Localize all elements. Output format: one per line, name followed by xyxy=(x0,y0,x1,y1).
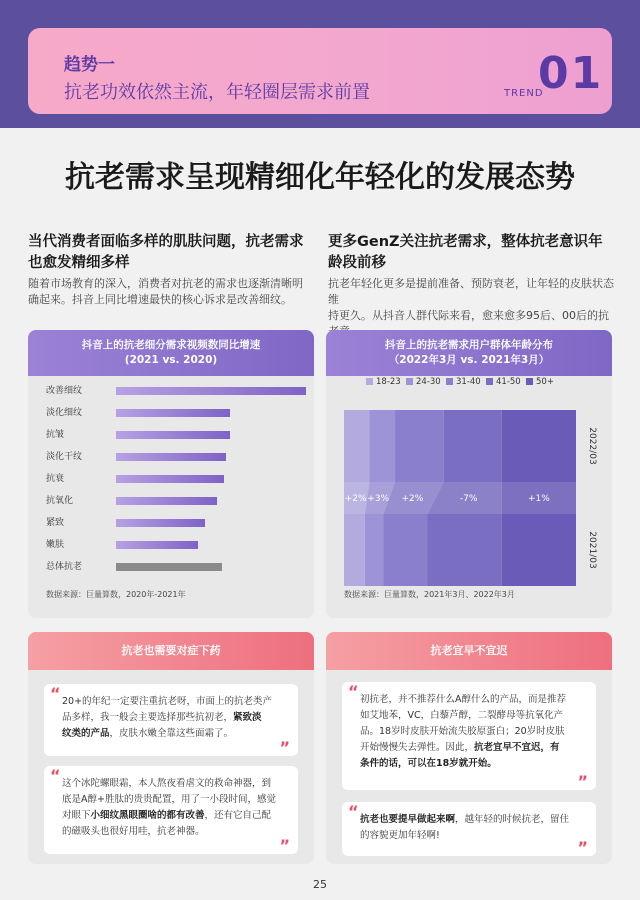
stack-segment xyxy=(383,514,427,586)
row-label: 2021/03 xyxy=(587,531,597,569)
quote-panel-left xyxy=(28,632,314,864)
right-body: 抗老年轻化更多是提前准备、预防衰老，让年轻的皮肤状态维 持更久。从抖音人群代际来看，愈来愈多95后、00后的抗 xyxy=(328,277,614,322)
open-quote-icon: “ xyxy=(348,802,359,821)
bar-row xyxy=(46,472,306,486)
chart-right-title: 抖音上的抗老需求用户群体年龄分布 （2022年3月 vs. 2021年3月） xyxy=(326,330,612,376)
bar-category-label: 紧致 xyxy=(46,518,65,528)
stack-segment xyxy=(502,410,576,482)
open-quote-icon: “ xyxy=(50,684,61,703)
bar xyxy=(116,387,306,395)
bar-row xyxy=(46,428,306,442)
bar-category-label: 总体抗老 xyxy=(46,562,83,572)
close-quote-icon: ” xyxy=(577,838,588,857)
bar xyxy=(116,563,222,571)
change-label: -7% xyxy=(459,494,478,504)
stack-segment xyxy=(365,514,384,586)
quote-left-title: 抗老也需要对症下药 xyxy=(28,632,314,670)
legend-label: 31-40 xyxy=(456,377,481,387)
stack-segment xyxy=(502,514,576,586)
quote-right-title: 抗老宜早不宜迟 xyxy=(326,632,612,670)
row-label: 2022/03 xyxy=(587,427,597,465)
bar-row xyxy=(46,406,306,420)
chart-panel-right xyxy=(326,330,612,618)
stack-segment xyxy=(395,410,444,482)
page-title: 抗老需求呈现精细化年轻化的发展态势 xyxy=(65,160,575,195)
legend-label: 18-23 xyxy=(376,377,401,387)
right-heading: 更多GenZ关注抗老需求，整体抗老意识年 龄段前移 xyxy=(328,234,603,271)
close-quote-icon: ” xyxy=(577,772,588,791)
bar-row xyxy=(46,560,306,574)
change-label: +2% xyxy=(401,494,424,504)
bar-category-label: 抗皱 xyxy=(46,430,65,440)
bar-row xyxy=(46,494,306,508)
bar-category-label: 淡化干纹 xyxy=(46,452,83,462)
bar-row xyxy=(46,450,306,464)
bar xyxy=(116,497,217,505)
chart-left-title: 抖音上的抗老细分需求视频数同比增速 (2021 vs. 2020) xyxy=(28,330,314,376)
trend-label: 趋势一 xyxy=(64,55,115,75)
chart-left-source: 数据来源：巨量算数，2020年-2021年 xyxy=(46,590,186,599)
quote-card: “ 20+的年纪一定要注重抗老呀，市面上的抗老类产 品多样，我一般会主要选择那些抗初老，紧致淡 纹类的产品，皮肤水嫩全靠这些面霜了。 ” xyxy=(44,684,298,756)
legend-label: 24-30 xyxy=(416,377,441,387)
legend-item xyxy=(366,376,401,388)
bar-category-label: 淡化细纹 xyxy=(46,408,83,418)
stack-segment xyxy=(444,410,502,482)
close-quote-icon: ” xyxy=(279,738,290,757)
stack-segment xyxy=(344,514,365,586)
open-quote-icon: “ xyxy=(50,766,61,785)
left-body: 随着市场教育的深入，消费者对抗老的需求也逐渐清晰明 确起来。抖音上同比增速最快的核心诉求是改善细纹。 xyxy=(28,277,303,306)
bar-category-label: 改善细纹 xyxy=(46,386,83,396)
legend-label: 50+ xyxy=(536,377,554,387)
legend-label: 41-50 xyxy=(496,377,521,387)
chart-right-source: 数据来源：巨量算数，2021年3月、2022年3月 xyxy=(344,590,515,599)
bar xyxy=(116,409,230,417)
stack-segment xyxy=(344,410,370,482)
bar-row xyxy=(46,384,306,398)
legend-swatch xyxy=(446,378,453,385)
bar xyxy=(116,431,230,439)
bar-row xyxy=(46,538,306,552)
stack-segment xyxy=(428,514,502,586)
chart-panel-left xyxy=(28,330,314,618)
bar-category-label: 抗氧化 xyxy=(46,496,74,506)
quote-panel-right xyxy=(326,632,612,864)
open-quote-icon: “ xyxy=(348,682,359,701)
stacked-chart xyxy=(326,376,612,618)
trend-card xyxy=(28,28,612,114)
bar-category-label: 嫩肤 xyxy=(46,540,65,550)
bar-category-label: 抗衰 xyxy=(46,474,65,484)
legend-swatch xyxy=(526,378,533,385)
stack-segment xyxy=(370,410,396,482)
change-label: +3% xyxy=(367,494,390,504)
change-label: +1% xyxy=(527,494,550,504)
left-heading: 当代消费者面临多样的肌肤问题，抗老需求 也愈发精细多样 xyxy=(28,234,304,271)
legend-swatch xyxy=(486,378,493,385)
bar xyxy=(116,519,205,527)
bar xyxy=(116,475,224,483)
close-quote-icon: ” xyxy=(279,836,290,855)
page-number: 25 xyxy=(313,878,327,891)
quote-card: “ 初抗老，并不推荐什么A醇什么的产品，而是推荐 如艾地苯，VC，白藜芦醇，二裂酵母等抗氧化产 品。18岁时皮肤开始流失胶原蛋白；20岁时皮肤 开始慢慢失去弹性。因此，抗老宜早不宜迟，有 条件的话，可以在18岁就开始。 ” xyxy=(342,682,596,790)
bar-row xyxy=(46,516,306,530)
trend-number: 01 xyxy=(538,48,604,99)
legend-item xyxy=(486,376,521,388)
chart-legend xyxy=(340,376,590,390)
legend-item xyxy=(526,376,554,388)
quote-card: “ 这个冰陀螺眼霜，本人熬夜看虐文的救命神器，到 底是A醇+胜肽的贵贵配置，用了一小段时间，感觉 对眼下小细纹黑眼圈啥的都有改善，还有它自己配 的磁吸头也很好用哇，抗老神器。 ” xyxy=(44,766,298,854)
bar xyxy=(116,453,226,461)
legend-swatch xyxy=(406,378,413,385)
change-label: +2% xyxy=(344,494,367,504)
legend-item xyxy=(446,376,481,388)
trend-subtitle: 抗老功效依然主流，年轻圈层需求前置 xyxy=(64,82,370,103)
bar xyxy=(116,541,198,549)
legend-swatch xyxy=(366,378,373,385)
trend-word: TREND xyxy=(504,88,544,99)
legend-item xyxy=(406,376,441,388)
quote-card: “ 抗老也要提早做起来啊，越年轻的时候抗老，留住 的容貌更加年轻啊! ” xyxy=(342,802,596,856)
